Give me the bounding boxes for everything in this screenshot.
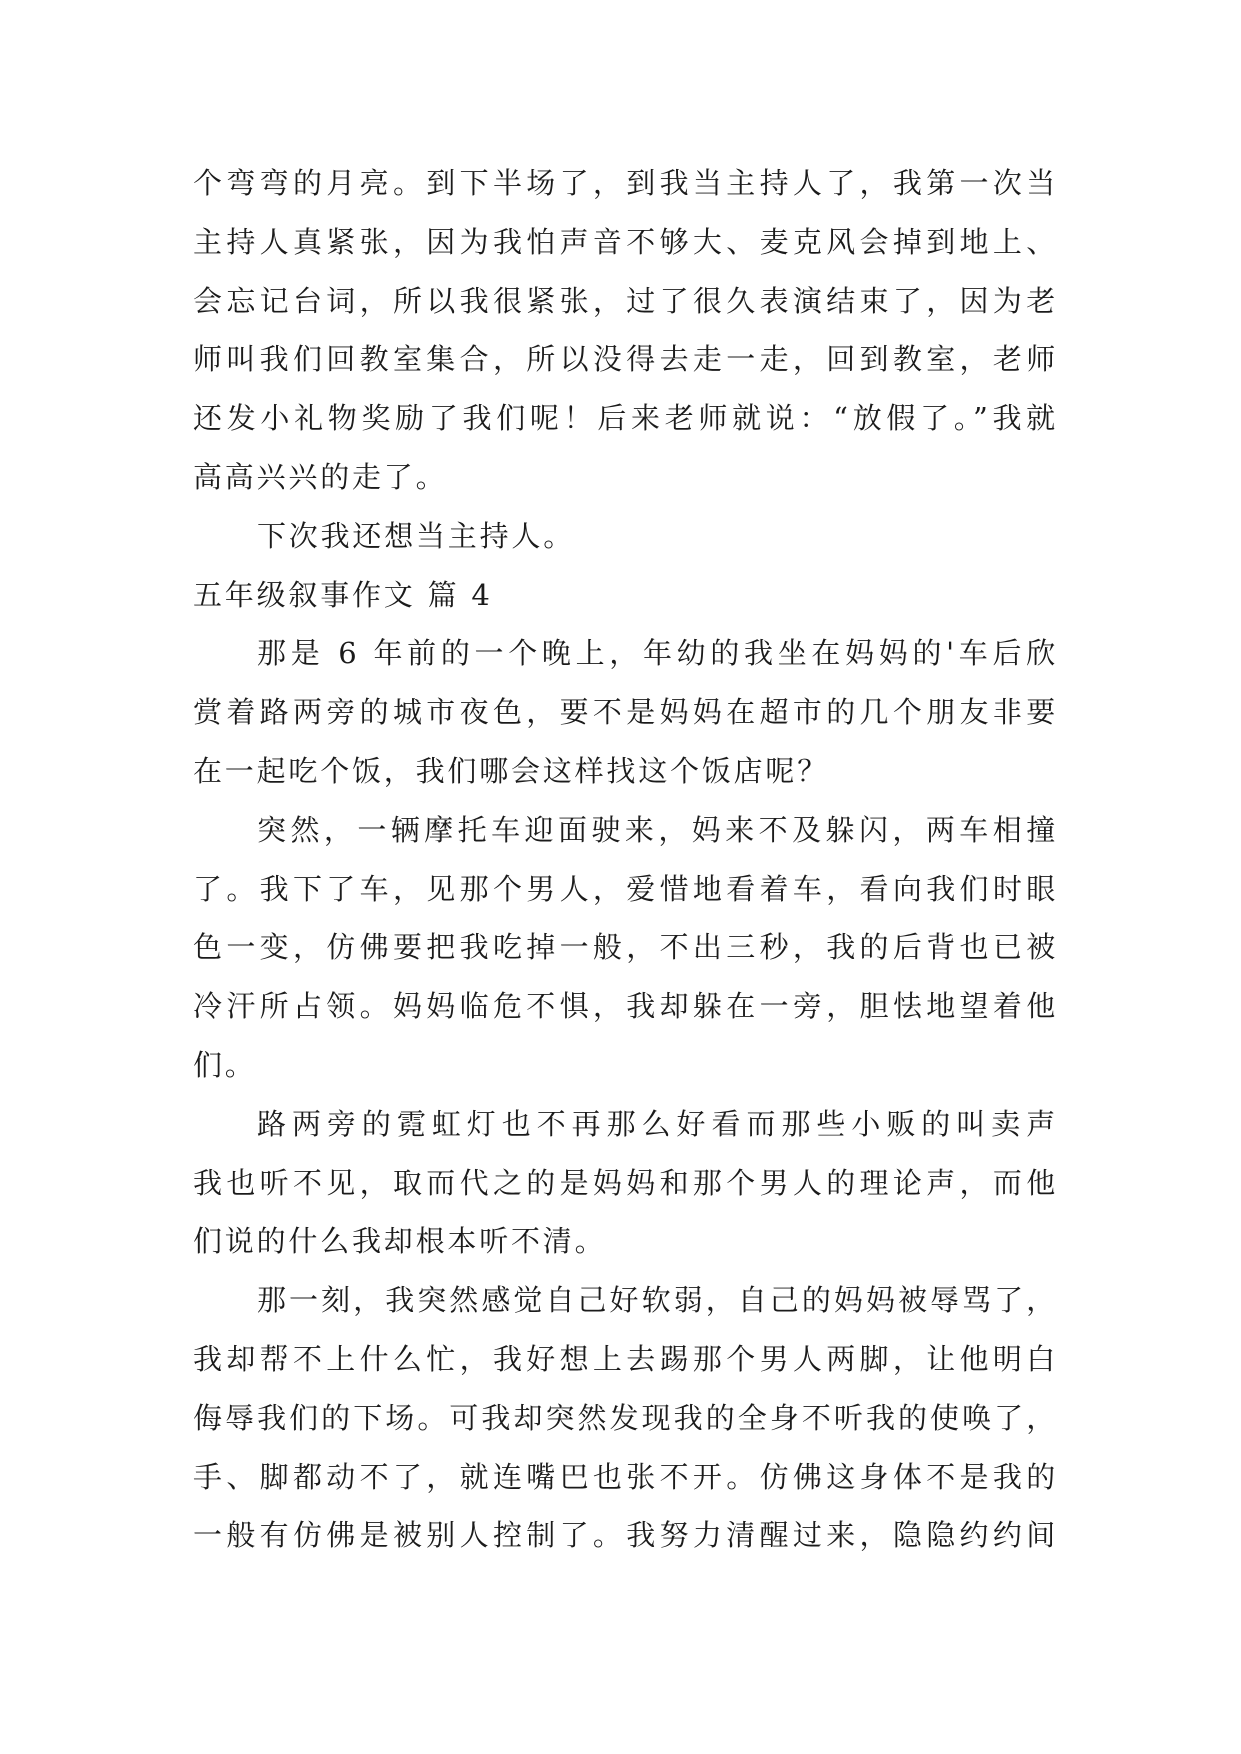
section-title — [193, 566, 1058, 625]
text-line: 那是 6 年前的一个晚上，年幼的我坐在妈妈的'车后欣 — [257, 636, 1058, 671]
text-line: 了。我下了车，见那个男人，爱惜地看着车，看向我们时眼 — [193, 871, 1058, 906]
text-line: 们。 — [193, 1047, 257, 1082]
text-line: 一般有仿佛是被别人控制了。我努力清醒过来，隐隐约约间 — [193, 1518, 1058, 1553]
text-line: 冷汗所占领。妈妈临危不惧，我却躲在一旁，胆怯地望着他 — [193, 989, 1058, 1024]
text-line: 赏着路两旁的城市夜色，要不是妈妈在超市的几个朋友非要 — [193, 695, 1058, 730]
section-title-text: 五年级叙事作文 篇 4 — [193, 577, 493, 612]
paragraph-closing — [193, 507, 1058, 566]
text-line: 会忘记台词，所以我很紧张，过了很久表演结束了，因为老 — [193, 283, 1058, 318]
paragraph-continued — [193, 154, 1058, 507]
text-line: 在一起吃个饭，我们哪会这样找这个饭店呢？ — [193, 753, 830, 788]
text-line: 主持人真紧张，因为我怕声音不够大、麦克风会掉到地上、 — [193, 224, 1058, 259]
paragraph — [193, 801, 1058, 1095]
text-line: 高高兴兴的走了。 — [193, 459, 448, 494]
text-line: 突然，一辆摩托车迎面驶来，妈来不及躲闪，两车相撞 — [257, 812, 1058, 847]
paragraph — [193, 1271, 1058, 1565]
paragraph — [193, 1095, 1058, 1271]
document-body — [193, 154, 1058, 1565]
text-line: 侮辱我们的下场。可我却突然发现我的全身不听我的使唤了， — [193, 1400, 1058, 1435]
text-line: 还发小礼物奖励了我们呢！后来老师就说：“放假了。”我就 — [193, 401, 1058, 436]
text-line: 我却帮不上什么忙，我好想上去踢那个男人两脚，让他明白 — [193, 1341, 1058, 1376]
text-line: 那一刻，我突然感觉自己好软弱，自己的妈妈被辱骂了， — [257, 1283, 1058, 1318]
text-line: 路两旁的霓虹灯也不再那么好看而那些小贩的叫卖声 — [257, 1106, 1058, 1141]
text-line: 师叫我们回教室集合，所以没得去走一走，回到教室，老师 — [193, 342, 1058, 377]
text-line: 下次我还想当主持人。 — [257, 518, 576, 553]
text-line: 手、脚都动不了，就连嘴巴也张不开。仿佛这身体不是我的 — [193, 1459, 1058, 1494]
text-line: 我也听不见，取而代之的是妈妈和那个男人的理论声，而他 — [193, 1165, 1058, 1200]
text-line: 色一变，仿佛要把我吃掉一般，不出三秒，我的后背也已被 — [193, 930, 1058, 965]
text-line: 个弯弯的月亮。到下半场了，到我当主持人了，我第一次当 — [193, 166, 1058, 200]
paragraph — [193, 624, 1058, 800]
text-line: 们说的什么我却根本听不清。 — [193, 1224, 607, 1259]
